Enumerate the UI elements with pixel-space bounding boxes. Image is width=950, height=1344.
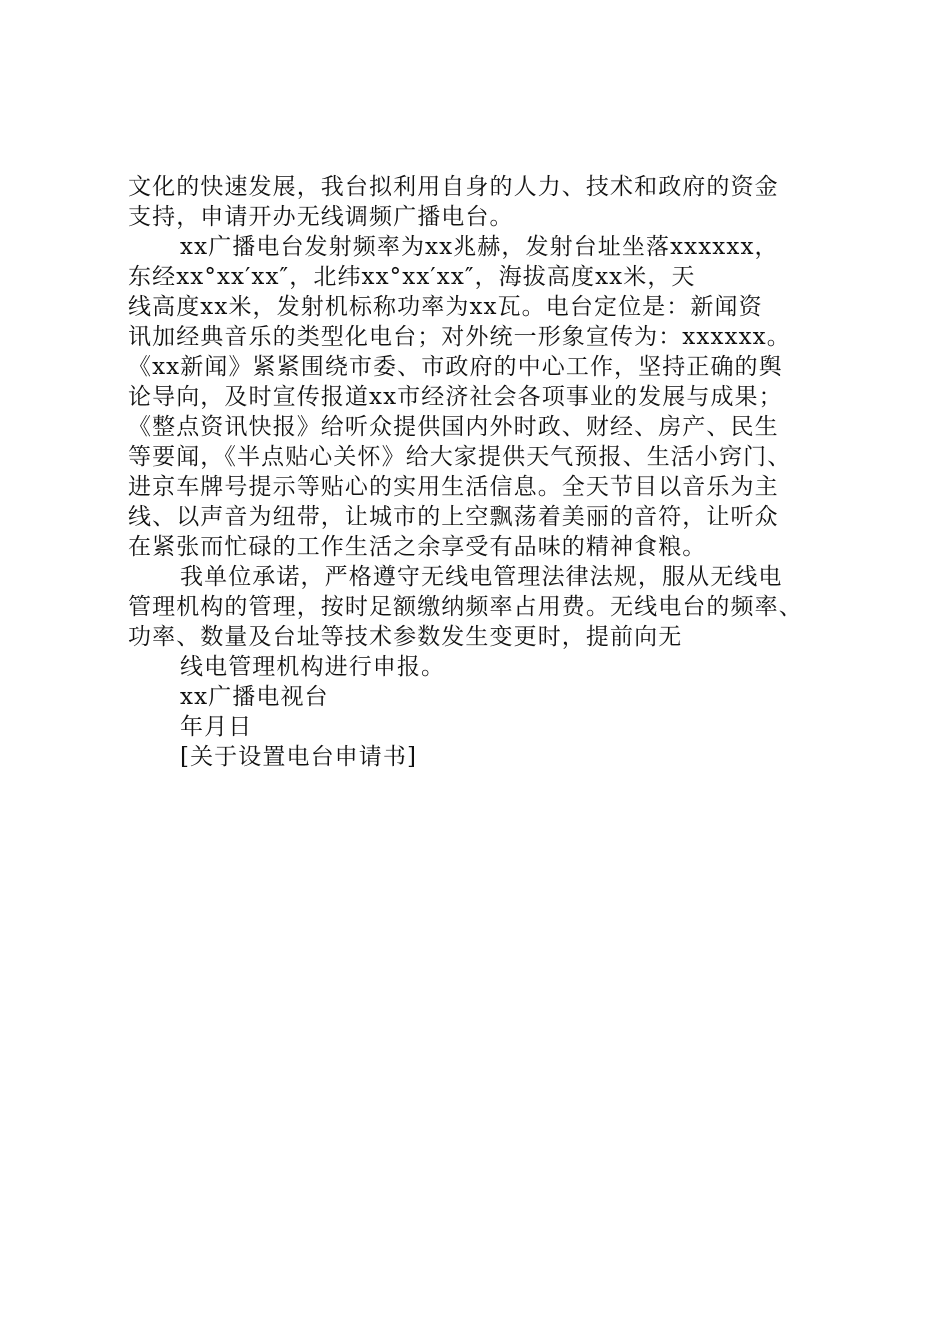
paragraph-line: 《整点资讯快报》给听众提供国内外时政、财经、房产、民生 <box>128 414 779 440</box>
paragraph-line: 线高度xx米，发射机标称功率为xx瓦。电台定位是：新闻资 <box>128 294 763 320</box>
paragraph-line: 线电管理机构进行申报。 <box>180 654 446 680</box>
paragraph-line: 等要闻，《半点贴心关怀》给大家提供天气预报、生活小窍门、 <box>128 444 792 470</box>
paragraph-line: 我单位承诺，严格遵守无线电管理法律法规，服从无线电 <box>180 564 783 590</box>
paragraph-line: 讯加经典音乐的类型化电台；对外统一形象宣传为：xxxxxx。 <box>128 324 791 350</box>
paragraph-line: 东经xx°xx′xx″，北纬xx°xx′xx″，海拔高度xx米，天 <box>128 264 696 290</box>
paragraph-line: 功率、数量及台址等技术参数发生变更时，提前向无 <box>128 624 683 650</box>
paragraph-line: 线、以声音为纽带，让城市的上空飘荡着美丽的音符，让听众 <box>128 504 779 530</box>
paragraph-line: 文化的快速发展，我台拟利用自身的人力、技术和政府的资金 <box>128 174 779 200</box>
signature-organization: xx广播电视台 <box>180 684 329 710</box>
paragraph-line: 进京车牌号提示等贴心的实用生活信息。全天节目以音乐为主 <box>128 474 779 500</box>
paragraph-line: 论导向，及时宣传报道xx市经济社会各项事业的发展与成果； <box>128 384 783 410</box>
paragraph-line: 管理机构的管理，按时足额缴纳频率占用费。无线电台的频率、 <box>128 594 803 620</box>
signature-date: 年月日 <box>180 714 253 740</box>
document-title-tag: [关于设置电台申请书] <box>180 744 418 770</box>
paragraph-line: 支持，申请开办无线调频广播电台。 <box>128 204 514 230</box>
paragraph-line: xx广播电台发射频率为xx兆赫，发射台址坐落xxxxxx， <box>180 234 779 260</box>
document-body <box>128 172 828 772</box>
paragraph-line: 在紧张而忙碌的工作生活之余享受有品味的精神食粮。 <box>128 534 707 560</box>
paragraph-line: 《xx新闻》紧紧围绕市委、市政府的中心工作，坚持正确的舆 <box>128 354 783 380</box>
